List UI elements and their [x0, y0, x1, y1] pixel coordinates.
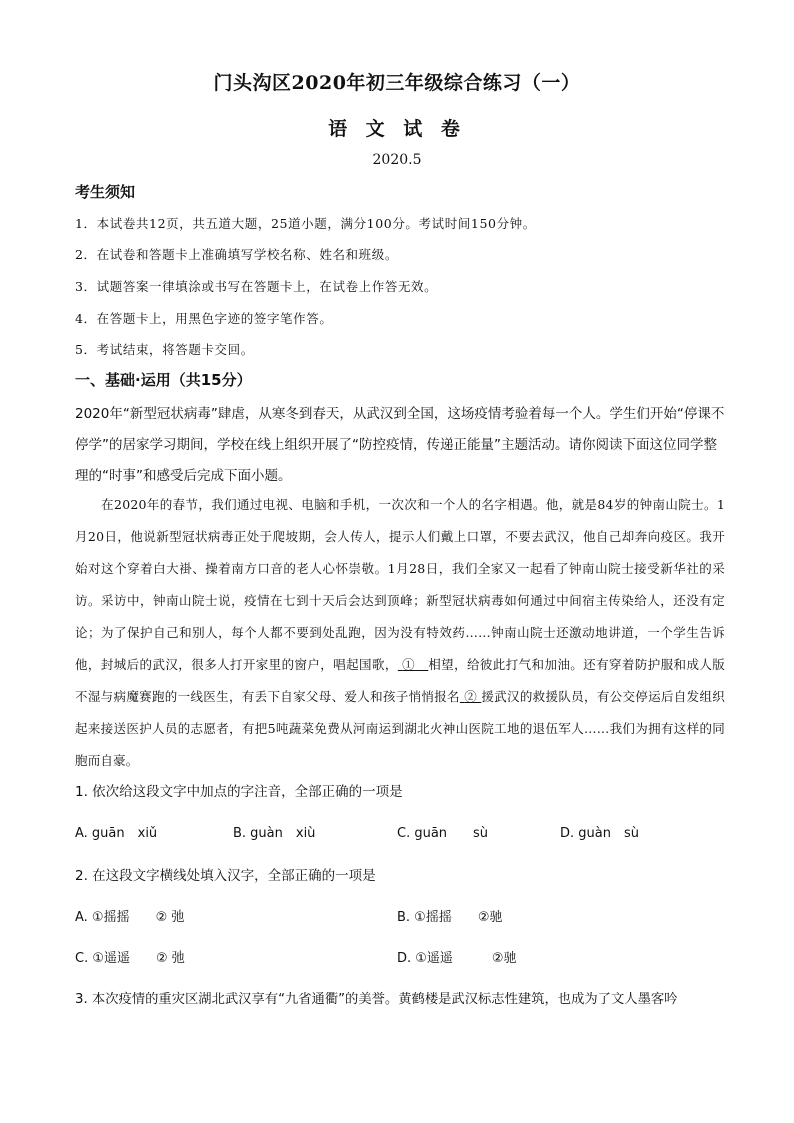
question-2-option-d: D. ①遥遥 ②驰: [397, 951, 517, 966]
passage-text: 在2020年的春节，我们通过电视、电脑和手机，一次次和一个人的名字相遇。他，就是84岁的钟南山院士。1月20日，他说新型冠状病毒正处于爬坡期，会人传人，提示人们戴上口罩，不要去武汉，他自己却奔向疫区。我开始对这个穿着白大褂、操着南方口音的老人心怀崇敬。1月28日，我们全家又一起看了钟南山院士接受新华社的采访。采访中，钟南山院士说，疫情在七到十天后会达到顶峰；新型冠状病毒如何通过中间宿主传染给人，还没有定论；为了保护自己和别人，每个人都不要到处乱跑，因为没有特效药……钟南山院士还激动地讲道，一个学生告诉他，封城后的武汉，很多人打开家里的窗户，唱起国歌，: [75, 497, 725, 672]
notice-item: 2．在试卷和答题卡上准确填写学校名称、姓名和班级。: [75, 247, 398, 262]
notice-item: 4．在答题卡上，用黑色字迹的签字笔作答。: [75, 311, 333, 326]
passage-text: 相望，给彼此打气和加油。还有穿着防护服和成人版不湿与病魔赛跑的一线医生，有丢下自家父母、爱人和孩子悄悄报名: [75, 657, 725, 704]
notice-item: 3．试题答案一律填涂或书写在答题卡上，在试卷上作答无效。: [75, 279, 438, 294]
question-1-option-d: D. guàn sù: [560, 826, 639, 841]
exam-date: 2020.5: [372, 152, 422, 168]
question-1-option-a: A. guān xiǔ: [75, 826, 158, 841]
question-1-stem: 1. 依次给这段文字中加点的字注音，全部正确的一项是: [75, 784, 403, 800]
blank-2: ②: [464, 689, 478, 704]
question-1-option-b: B. guàn xiù: [233, 826, 316, 841]
exam-title: 门头沟区2020年初三年级综合练习（一）: [213, 72, 581, 94]
question-3-stem: 3. 本次疫情的重灾区湖北武汉享有“九省通衢”的美誉。黄鹤楼是武汉标志性建筑，也成为了文人墨客吟: [75, 992, 678, 1007]
question-2-option-a: A. ①摇摇 ② 弛: [75, 910, 185, 925]
question-2-option-c: C. ①遥遥 ② 弛: [75, 951, 185, 966]
reading-passage: [75, 489, 725, 777]
question-2-stem: 2. 在这段文字横线处填入汉字，全部正确的一项是: [75, 868, 376, 884]
question-1-option-c: C. guān sù: [397, 826, 489, 841]
passage-text: 援武汉的救援队员，有公交停运后自发组织起来接送医护人员的志愿者，有把5吨蔬菜免费从河南运到湖北火神山医院工地的退伍军人……我们为拥有这样的同胞而自豪。: [75, 689, 725, 768]
notice-item: 5．考试结束，将答题卡交回。: [75, 342, 254, 357]
notice-item: 1．本试卷共12页，共五道大题，25道小题，满分100分。考试时间150分钟。: [75, 216, 536, 231]
section-heading: 一、基础·运用（共15分）: [75, 371, 252, 389]
question-2-option-b: B. ①摇摇 ②驰: [397, 910, 503, 925]
notice-heading: 考生须知: [75, 183, 136, 201]
section-intro: 2020年“新型冠状病毒”肆虐，从寒冬到春天，从武汉到全国，这场疫情考验着每一个人。学生们开始“停课不停学”的居家学习期间，学校在线上组织开展了“防控疫情，传递正能量”主题活动。请你阅读下面这位同学整理的“时事”和感受后完成下面小题。: [75, 406, 725, 484]
blank-1: ①: [402, 657, 416, 672]
exam-subtitle: 语 文 试 卷: [328, 118, 466, 140]
